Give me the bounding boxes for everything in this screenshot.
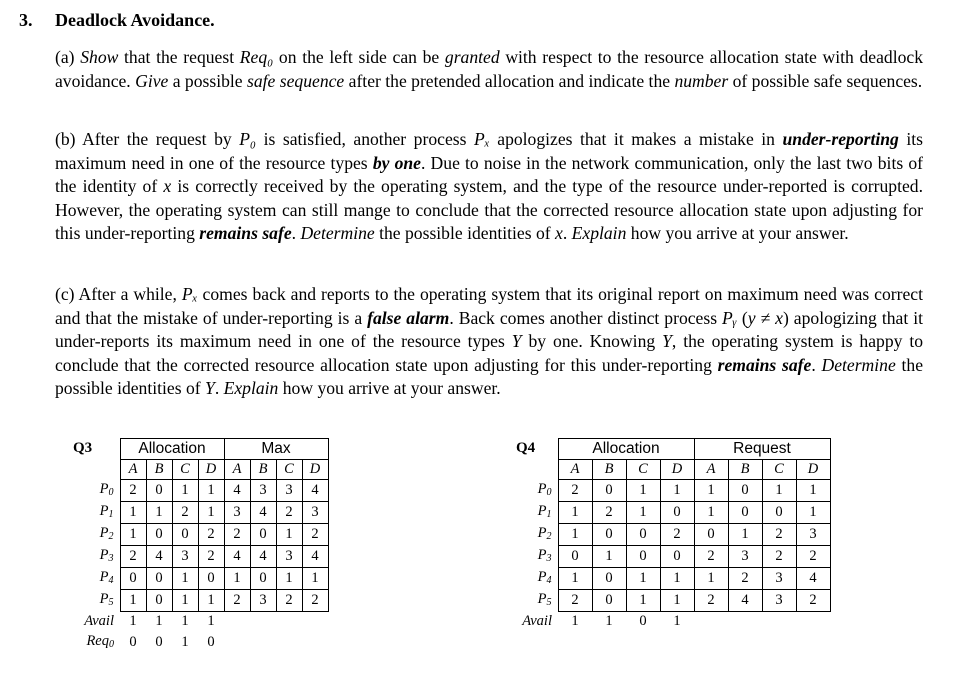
q4-request-cell: 0 [694,524,728,546]
q4-alloc-cell: 2 [660,524,694,546]
part-a-text-segment: that the request [118,47,240,67]
q3-process-label: $P_3$ [99,546,114,564]
q4-alloc-cell: 1 [626,502,660,524]
q3-max-cell: 3 [250,480,276,502]
q3-max-cell: 3 [224,502,250,524]
q4-request-cell: 2 [694,590,728,612]
q3-max-cell: 3 [302,502,328,524]
part-a-text-segment: safe sequence [247,70,345,91]
q4-avail-b: 1 [605,613,613,630]
q4-alloc-cell: 0 [592,568,626,590]
q4-request-cell: 3 [728,546,762,568]
q4-alloc-cell: 1 [626,480,660,502]
table-row [55,546,328,568]
q4-table [498,438,831,632]
q3-max-cell: 0 [250,568,276,590]
part-c-text-segment: comes back and reports to the operating system that its original report on maximum need was correct and that the mistake of under-reporting is a [55,284,923,328]
q4-request-cell: 2 [796,546,830,568]
q3-max-cell: 2 [302,524,328,546]
q3-avail-label: Avail [84,613,114,629]
part-a-text-segment: Req₀ [239,47,274,67]
q3-alloc-cell: 0 [146,480,172,502]
q3-alloc-cell: 2 [198,546,224,568]
part-a-text-segment: number [674,70,729,91]
q4-alloc-cell: 0 [592,524,626,546]
q3-allocation-header: Allocation [120,439,224,460]
part-a-text-segment: after the pretended allocation and indicate the [344,70,675,91]
part-b-text-segment: is satisfied, another process [256,129,474,149]
q3-alloc-cell: 2 [198,524,224,546]
q4-alloc-cell: 1 [558,502,592,524]
part-b-text-segment: Determine [300,223,375,243]
q3-col-header-b: B [250,459,276,480]
q4-col-header-b: B [728,459,762,480]
q3-col-header-c: C [276,459,302,480]
part-c-text-segment: false alarm [367,307,450,328]
part-b-text-segment: . [291,223,301,243]
q4-alloc-cell: 0 [558,546,592,568]
q3-req-d: 0 [207,634,215,650]
question-title: Deadlock Avoidance. [55,10,215,30]
q4-request-cell: 1 [796,502,830,524]
q4-alloc-cell: 1 [558,568,592,590]
q3-max-header: Max [224,439,328,460]
q4-col-header-d: D [660,459,694,480]
q4-request-cell: 1 [694,480,728,502]
q3-process-label: $P_4$ [99,568,114,586]
q3-avail-d: 1 [207,613,215,630]
q3-max-cell: 2 [276,502,302,524]
part-a-text-segment: with respect to the resource allocation state with deadlock avoidance. [55,47,924,91]
part-b-text-segment: x [163,176,172,196]
part-c-text-segment: Y [511,331,522,351]
part-c-text-segment: Y [205,378,215,398]
q3-alloc-cell: 1 [120,502,146,524]
q3-col-header-b: B [146,459,172,480]
q3-req-label: Req$_0$ [86,632,114,650]
q4-request-cell: 2 [694,546,728,568]
q3-process-label: $P_0$ [99,480,114,498]
part-b-text-segment: its maximum need in one of the resource types [55,129,923,173]
q4-request-cell: 2 [762,546,796,568]
part-c-text-segment: Pᵧ [722,307,737,328]
table-row [498,524,830,546]
q3-max-cell: 2 [276,590,302,612]
q3-alloc-cell: 0 [146,524,172,546]
q4-alloc-cell: 0 [592,480,626,502]
q4-alloc-cell: 1 [660,480,694,502]
q4-request-header: Request [694,439,830,460]
q4-col-header-a: A [694,459,728,480]
q4-alloc-cell: 2 [558,590,592,612]
table-row [498,568,830,590]
part-b-text-segment: the possible identities of [374,223,556,243]
q4-process-label: $P_3$ [537,546,552,564]
q4-col-header-d: D [796,459,830,480]
table-row [55,524,328,546]
part-b-text-segment: Pₓ [473,129,490,149]
q3-alloc-cell: 1 [120,590,146,612]
part-c-text-segment: Determine [821,354,896,375]
q4-alloc-cell: 1 [592,546,626,568]
q3-avail-c: 1 [181,613,189,630]
table-row [498,502,830,524]
part-c-text-segment: remains safe [717,354,812,375]
part-b-text-segment: Explain [571,223,627,243]
q3-alloc-cell: 4 [146,546,172,568]
part-a-text-segment: on the left side can be [273,47,445,67]
table-row [55,502,328,524]
part-b-paragraph [55,128,923,246]
part-c-text-segment: by one. Knowing [521,331,663,351]
q4-alloc-cell: 2 [558,480,592,502]
q3-req-c: 1 [181,634,189,650]
part-b-text-segment: . Due to noise in the network communication, only the last two bits of the identity of [55,152,923,196]
part-a-text-segment: a possible [168,70,248,91]
q3-alloc-cell: 2 [172,502,198,524]
part-b-text-segment: . [562,223,572,243]
q4-col-header-a: A [558,459,592,480]
q4-request-cell: 1 [796,480,830,502]
q3-max-cell: 1 [276,568,302,590]
part-c-text-segment: . [214,378,224,398]
q4-alloc-cell: 2 [592,502,626,524]
q4-alloc-cell: 1 [660,568,694,590]
q4-process-label: $P_4$ [537,568,552,586]
question-heading [19,10,215,31]
table-row [55,568,328,590]
q4-allocation-header: Allocation [558,439,694,460]
q4-request-cell: 0 [762,502,796,524]
q3-alloc-cell: 0 [172,524,198,546]
part-c-text-segment: ( [736,307,748,328]
q3-alloc-cell: 3 [172,546,198,568]
part-c-text-segment: (c) After a while, [55,284,182,304]
q3-req-a: 0 [129,634,137,650]
q3-alloc-cell: 1 [198,502,224,524]
q3-table [55,438,329,654]
q4-request-cell: 4 [728,590,762,612]
q4-request-cell: 3 [762,590,796,612]
q3-process-label: $P_1$ [99,502,114,520]
q4-avail-c: 0 [639,613,647,630]
q4-avail-a: 1 [571,613,579,630]
part-b-text-segment: is correctly received by the operating system, and the type of the resource under-reported is corrupted. However, the operating system can still mange to conclude that the corrected resource allocation state upon adjusting for this under-reporting [55,176,923,243]
q3-req-b: 0 [155,634,163,650]
q4-request-cell: 1 [762,480,796,502]
q4-alloc-cell: 1 [626,590,660,612]
q3-max-cell: 2 [224,524,250,546]
part-a-paragraph [55,46,923,93]
q4-label: Q4 [516,440,536,457]
table-row [55,590,328,612]
q4-alloc-cell: 1 [558,524,592,546]
part-b-text-segment: by one [372,152,421,173]
part-b-text-segment: P₀ [239,129,257,149]
q4-alloc-cell: 0 [626,546,660,568]
part-c-text-segment: Y [662,331,672,351]
q4-avail-d: 1 [673,613,681,630]
q3-alloc-cell: 1 [172,480,198,502]
q3-col-header-d: D [302,459,328,480]
q4-alloc-cell: 0 [660,546,694,568]
q4-request-cell: 2 [728,568,762,590]
q3-max-cell: 2 [224,590,250,612]
table-row [498,590,830,612]
q3-max-cell: 3 [276,546,302,568]
q3-max-cell: 4 [250,546,276,568]
part-a-text-segment: of possible safe sequences. [728,70,923,91]
q4-request-cell: 3 [762,568,796,590]
part-c-text-segment: how you arrive at your answer. [278,378,501,398]
q3-max-cell: 4 [224,546,250,568]
q4-alloc-cell: 1 [660,590,694,612]
part-c-text-segment: the possible identities of [55,354,924,398]
q3-max-cell: 4 [302,546,328,568]
q3-alloc-cell: 0 [198,568,224,590]
q4-col-header-c: C [626,459,660,480]
q4-request-cell: 0 [728,480,762,502]
q4-alloc-cell: 0 [626,524,660,546]
table-row [498,546,830,568]
part-a-text-segment: Give [135,70,169,91]
q3-max-cell: 4 [302,480,328,502]
q4-request-cell: 2 [762,524,796,546]
q4-process-label: $P_2$ [537,524,552,542]
q3-max-cell: 1 [302,568,328,590]
part-a-text-segment: Show [80,47,119,67]
part-b-text-segment: apologizes that it makes a mistake in [489,129,783,149]
q4-alloc-cell: 0 [660,502,694,524]
q3-alloc-cell: 1 [198,480,224,502]
q4-process-label: $P_0$ [537,480,552,498]
q4-request-cell: 1 [728,524,762,546]
q3-max-cell: 3 [276,480,302,502]
q3-max-cell: 1 [276,524,302,546]
q4-request-cell: 0 [728,502,762,524]
q3-col-header-c: C [172,459,198,480]
part-c-text-segment: . [811,354,822,375]
part-c-text-segment: y ≠ x [747,307,783,328]
q3-label: Q3 [73,440,93,457]
q3-max-cell: 3 [250,590,276,612]
part-a-text-segment: granted [444,47,500,67]
q4-avail-label: Avail [522,613,552,629]
q3-avail-a: 1 [129,613,137,630]
q3-alloc-cell: 1 [198,590,224,612]
q3-max-cell: 4 [224,480,250,502]
q4-request-cell: 2 [796,590,830,612]
table-row [498,480,830,502]
q3-alloc-cell: 2 [120,480,146,502]
part-b-text-segment: how you arrive at your answer. [626,223,849,243]
q4-alloc-cell: 1 [626,568,660,590]
q4-request-cell: 1 [694,568,728,590]
q3-max-cell: 4 [250,502,276,524]
q3-max-cell: 0 [250,524,276,546]
q3-max-cell: 1 [224,568,250,590]
table-row [55,480,328,502]
part-c-paragraph [55,283,923,401]
part-c-text-segment: , the operating system is happy to conclude that the corrected resource allocation state upon adjusting for this under-reporting [55,331,924,375]
q4-col-header-c: C [762,459,796,480]
part-c-text-segment: Explain [223,378,279,398]
q3-alloc-cell: 1 [120,524,146,546]
q4-alloc-cell: 0 [592,590,626,612]
q4-col-header-b: B [592,459,626,480]
q3-alloc-cell: 2 [120,546,146,568]
q3-process-label: $P_2$ [99,524,114,542]
q3-col-header-a: A [224,459,250,480]
part-b-text-segment: x [555,223,563,243]
part-c-text-segment: . Back comes another distinct process [449,307,723,328]
q4-request-cell: 3 [796,524,830,546]
q3-avail-b: 1 [155,613,163,630]
q3-alloc-cell: 0 [146,568,172,590]
q3-col-header-d: D [198,459,224,480]
q4-process-label: $P_5$ [537,590,552,608]
part-b-text-segment: (b) After the request by [55,129,240,149]
q4-process-label: $P_1$ [537,502,552,520]
q3-alloc-cell: 1 [172,590,198,612]
q3-col-header-a: A [120,459,146,480]
part-b-text-segment: remains safe [199,223,292,243]
part-c-text-segment: Pₓ [181,284,198,304]
part-b-text-segment: under-reporting [782,129,899,149]
q4-request-cell: 4 [796,568,830,590]
q3-alloc-cell: 0 [120,568,146,590]
part-c-text-segment: ) apologizing that it under-reports its maximum need in one of the resource types [55,307,923,351]
q3-alloc-cell: 0 [146,590,172,612]
q3-alloc-cell: 1 [146,502,172,524]
q3-max-cell: 2 [302,590,328,612]
part-a-text-segment: (a) [55,47,81,67]
q3-alloc-cell: 1 [172,568,198,590]
q4-request-cell: 1 [694,502,728,524]
q3-process-label: $P_5$ [99,590,114,608]
question-number: 3. [19,10,33,30]
